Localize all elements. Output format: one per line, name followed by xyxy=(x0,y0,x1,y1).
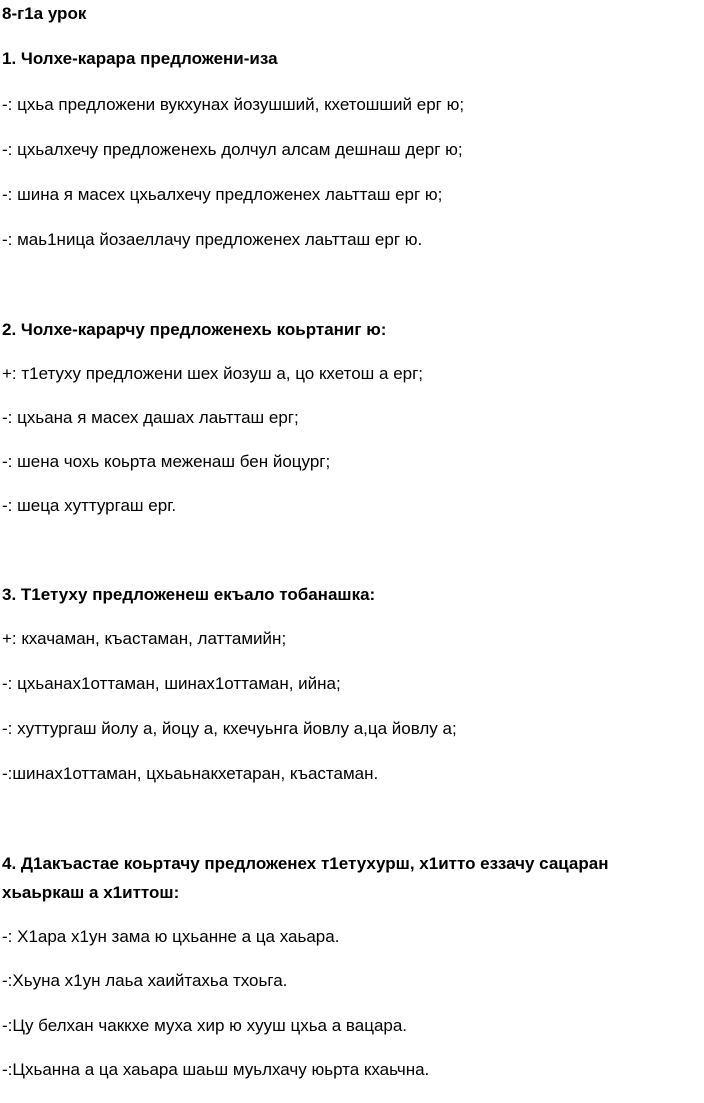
section-2-heading: 2. Чолхе-карарчу предложенехь коьртаниг ю: xyxy=(2,320,387,339)
section-2-item-4: -: шеца хуттургаш ерг. xyxy=(2,496,177,515)
section-2-item-3: -: шена чохь коьрта меженаш бен йоцург; xyxy=(2,452,331,471)
section-3-item-4: -:шинах1оттаман, цхьаьнакхетаран, къастаман. xyxy=(2,764,379,783)
section-4-item-2: -:Хьуна х1ун лаьа хаийтахьа тхоьга. xyxy=(2,971,288,990)
section-1-heading: 1. Чолхе-карара предложени-иза xyxy=(2,49,278,68)
section-4-item-1: -: Х1ара х1ун зама ю цхьанне а ца хаьара. xyxy=(2,927,340,946)
section-2-item-2: -: цхьана я масех дашах лаьтташ ерг; xyxy=(2,408,299,427)
section-3-item-2: -: цхьанах1оттаман, шинах1оттаман, ийна; xyxy=(2,674,341,693)
section-3-item-3: -: хуттургаш йолу а, йоцу а, кхечуьнга йовлу а,ца йовлу а; xyxy=(2,719,457,738)
section-1-item-4: -: маь1ница йозаеллачу предложенех лаьтташ ерг ю. xyxy=(2,230,423,249)
section-1-item-1: -: цхьа предложени вукхунах йозушший, кхетошший ерг ю; xyxy=(2,95,465,114)
page-title: 8-г1а урок xyxy=(2,4,87,23)
section-4-item-4: -:Цхьанна а ца хаьара шаьш муьлхачу юьрта кхаьчна. xyxy=(2,1060,430,1079)
section-4-item-3: -:Цу белхан чаккхе муха хир ю хууш цхьа а вацара. xyxy=(2,1016,408,1035)
section-2-item-1: +: т1етуху предложени шех йозуш а, цо кхетош а ерг; xyxy=(2,364,424,383)
section-1-item-2: -: цхьалхечу предложенехь долчул алсам дешнаш дерг ю; xyxy=(2,140,463,159)
section-1-item-3: -: шина я масех цхьалхечу предложенех лаьтташ ерг ю; xyxy=(2,185,443,204)
section-4-heading: 4. Д1акъастае коьртачу предложенех т1етухурш, х1итто еззачу сацаран хьаьркаш а х1иттош: xyxy=(2,854,609,902)
section-3-item-1: +: кхачаман, къастаман, латтамийн; xyxy=(2,629,287,648)
section-3-heading: 3. Т1етуху предложенеш екъало тобанашка: xyxy=(2,585,376,604)
